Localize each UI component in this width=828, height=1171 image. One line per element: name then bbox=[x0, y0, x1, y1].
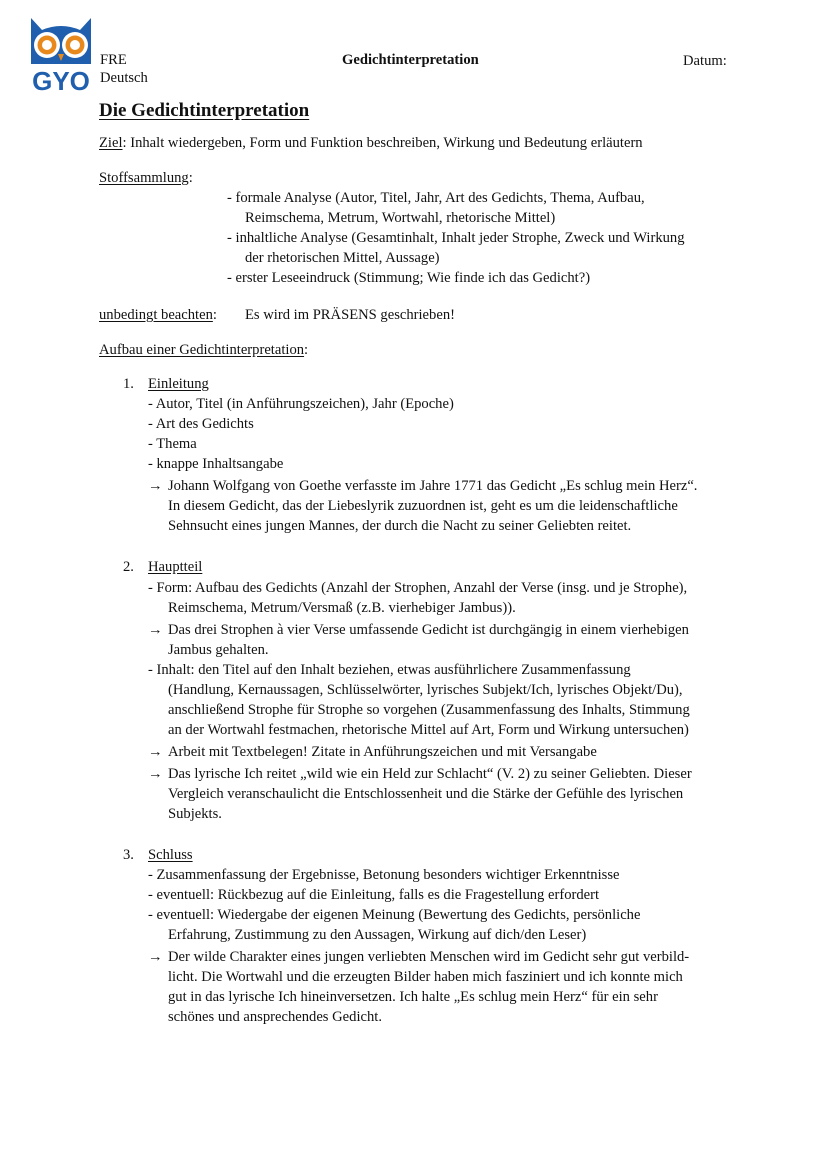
page-title: Die Gedichtinterpretation bbox=[99, 100, 310, 121]
beachten-text: Es wird im PRÄSENS geschrieben! bbox=[245, 307, 455, 323]
list-item: (Handlung, Kernaussagen, Schlüsselwörter, lyrisches Subjekt/Ich, lyrisches Objekt/Du), bbox=[168, 682, 683, 698]
example-line bbox=[148, 947, 689, 967]
example-text: Johann Wolfgang von Goethe verfasste im Jahre 1771 das Gedicht „Es schlug mein Herz“. bbox=[168, 478, 698, 494]
section-title-hauptteil: Hauptteil bbox=[148, 559, 203, 575]
stoff-item: - erster Leseeindruck (Stimmung; Wie finde ich das Gedicht?) bbox=[227, 270, 591, 286]
arrow-right-icon: → bbox=[148, 766, 163, 782]
stoff-label: Stoffsammlung bbox=[99, 170, 189, 186]
example-text: Das lyrische Ich reitet „wild wie ein Held zur Schlacht“ (V. 2) zu seiner Geliebten. Dieser bbox=[168, 766, 692, 782]
aufbau-label: Aufbau einer Gedichtinterpretation bbox=[99, 342, 305, 358]
arrow-right-icon: → bbox=[148, 622, 163, 638]
example-text: schönes und ansprechendes Gedicht. bbox=[168, 1009, 382, 1025]
example-text: gut in das lyrische Ich hineinversetzen. Ich halte „Es schlug mein Herz“ für ein sehr bbox=[168, 989, 658, 1005]
example-text: Jambus gehalten. bbox=[168, 642, 269, 658]
section-title-einleitung: Einleitung bbox=[148, 376, 209, 392]
example-text: Vergleich veranschaulicht die Entschlossenheit und die Stärke der Gefühle des lyrischen bbox=[168, 786, 684, 802]
list-item: - Art des Gedichts bbox=[148, 416, 254, 432]
example-line bbox=[148, 476, 697, 496]
stoff-item: der rhetorischen Mittel, Aussage) bbox=[245, 250, 440, 266]
beachten-colon: : bbox=[212, 307, 217, 323]
beachten-label-line bbox=[99, 305, 217, 325]
list-item: - Inhalt: den Titel auf den Inhalt beziehen, etwas ausführlichere Zusammenfassung bbox=[148, 662, 631, 678]
list-item: Erfahrung, Zustimmung zu den Aussagen, Wirkung auf dich/den Leser) bbox=[168, 927, 587, 943]
stoff-colon: : bbox=[188, 170, 193, 186]
arrow-right-icon: → bbox=[148, 744, 163, 760]
list-item: - eventuell: Rückbezug auf die Einleitung, falls es die Fragestellung erfordert bbox=[148, 887, 600, 903]
list-item: Reimschema, Metrum/Versmaß (z.B. vierhebiger Jambus)). bbox=[168, 600, 516, 616]
arrow-right-icon: → bbox=[148, 478, 163, 494]
section-number: 1. bbox=[123, 376, 134, 392]
example-text: licht. Die Wortwahl und die erzeugten Bilder haben mich fasziniert und ich konnte mich bbox=[168, 969, 683, 985]
textbelege-text: Arbeit mit Textbelegen! Zitate in Anführungszeichen und mit Versangabe bbox=[168, 744, 597, 760]
stoffsammlung-heading bbox=[99, 168, 193, 188]
list-item: - Zusammenfassung der Ergebnisse, Betonung besonders wichtiger Erkenntnisse bbox=[148, 867, 620, 883]
arrow-right-icon: → bbox=[148, 949, 163, 965]
subject-name: Deutsch bbox=[100, 70, 148, 86]
example-text: Das drei Strophen à vier Verse umfassende Gedicht ist durchgängig in einem vierhebigen bbox=[168, 622, 689, 638]
ziel-label: Ziel bbox=[99, 135, 123, 151]
doc-title: Gedichtinterpretation bbox=[342, 52, 479, 68]
stoff-item: Reimschema, Metrum, Wortwahl, rhetorische Mittel) bbox=[245, 210, 556, 226]
list-item: anschließend Strophe für Strophe so vorgehen (Zusammenfassung des Inhalts, Stimmung bbox=[168, 702, 690, 718]
list-item: - Thema bbox=[148, 436, 197, 452]
example-text: Subjekts. bbox=[168, 806, 222, 822]
owl-logo-icon bbox=[28, 14, 94, 92]
example-text: Der wilde Charakter eines jungen verliebten Menschen wird im Gedicht sehr gut verbild- bbox=[168, 949, 690, 965]
stoff-item: - inhaltliche Analyse (Gesamtinhalt, Inhalt jeder Strophe, Zweck und Wirkung bbox=[227, 230, 685, 246]
section-number: 3. bbox=[123, 847, 134, 863]
aufbau-heading bbox=[99, 340, 308, 360]
example-text: In diesem Gedicht, das der Liebeslyrik zuzuordnen ist, geht es um die leidenschaftliche bbox=[168, 498, 678, 514]
textbelege-line bbox=[148, 742, 597, 762]
beachten-label: unbedingt beachten bbox=[99, 307, 213, 323]
example-text: Sehnsucht eines jungen Mannes, der durch die Nacht zu seiner Geliebten reitet. bbox=[168, 518, 632, 534]
ziel-line bbox=[99, 133, 643, 153]
list-item: - Form: Aufbau des Gedichts (Anzahl der Strophen, Anzahl der Verse (insg. und je Strophe), bbox=[148, 580, 688, 596]
aufbau-colon: : bbox=[304, 342, 309, 358]
example-line bbox=[148, 764, 692, 784]
section-number: 2. bbox=[123, 559, 134, 575]
list-item: - knappe Inhaltsangabe bbox=[148, 456, 284, 472]
logo-text: GYO bbox=[32, 66, 90, 92]
date-label: Datum: bbox=[683, 53, 727, 69]
school-logo bbox=[28, 14, 94, 92]
stoff-item: - formale Analyse (Autor, Titel, Jahr, Art des Gedichts, Thema, Aufbau, bbox=[227, 190, 645, 206]
section-title-schluss: Schluss bbox=[148, 847, 193, 863]
example-line bbox=[148, 620, 689, 640]
list-item: - eventuell: Wiedergabe der eigenen Meinung (Bewertung des Gedichts, persönliche bbox=[148, 907, 641, 923]
list-item: an der Wortwahl festmachen, rhetorische Mittel auf Art, Form und Wirkung untersuchen) bbox=[168, 722, 689, 738]
list-item: - Autor, Titel (in Anführungszeichen), Jahr (Epoche) bbox=[148, 396, 454, 412]
ziel-text: : Inhalt wiedergeben, Form und Funktion beschreiben, Wirkung und Bedeutung erläutern bbox=[122, 135, 643, 151]
subject-code: FRE bbox=[100, 52, 127, 68]
